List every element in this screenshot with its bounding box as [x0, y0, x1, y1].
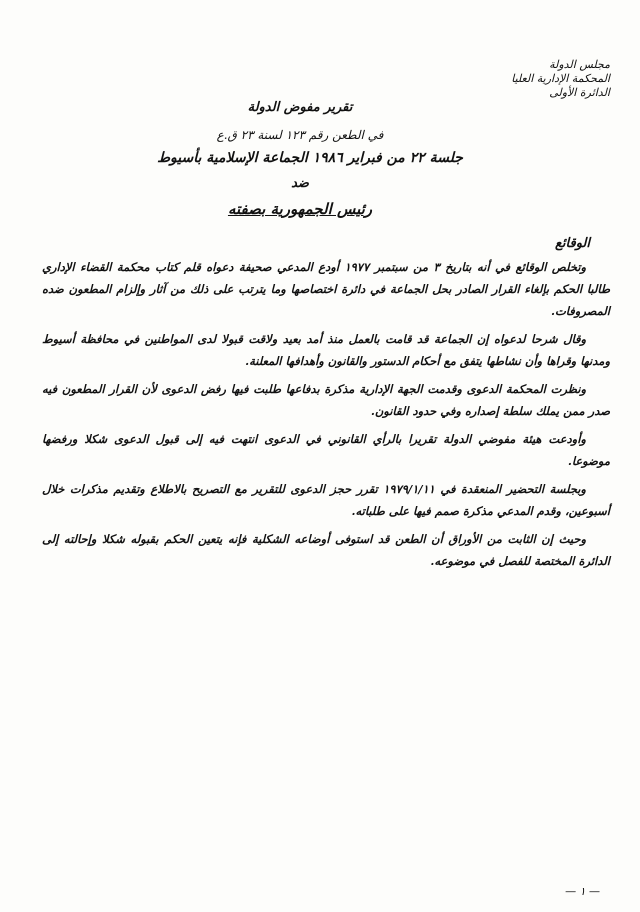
body-paragraph: ونظرت المحكمة الدعوى وقدمت الجهة الإدارية مذكرة بدفاعها طلبت فيها رفض الدعوى لأن القرار المطعون فيه صدر ممن يملك سلطة إصداره وفي حدود القانون.	[42, 382, 610, 418]
body-paragraph: وتخلص الوقائع في أنه بتاريخ ٣ من سبتمبر ١٩٧٧ أودع المدعي صحيفة دعواه قلم كتاب محكمة القضاء الإداري طالبا الحكم بإلغاء القرار الصادر بحل الجماعة في دائرة اختصاصها وما يترتب على ذلك من آثار وإلزام المطعون ضده المصروفات.	[42, 260, 610, 318]
case-reference: في الطعن رقم ١٢٣ لسنة ٢٣ ق.ع	[216, 128, 384, 142]
session-line: جلسة ٢٢ من فبراير ١٩٨٦ الجماعة الإسلامية بأسيوط	[157, 150, 463, 166]
body-paragraph: وحيث إن الثابت من الأوراق أن الطعن قد استوفى أوضاعه الشكلية فإنه يتعين الحكم بقبوله شكلا وإحالته إلى الدائرة المختصة للفصل في موضوعه.	[42, 532, 610, 568]
court-stamp	[500, 58, 610, 100]
page-footer: — ١ —	[565, 885, 600, 898]
stamp-line: المحكمة الإدارية العليا	[511, 72, 610, 85]
respondent-name: رئيس الجمهورية بصفته	[227, 200, 373, 218]
report-title: تقرير مفوض الدولة	[247, 100, 353, 115]
body-paragraph: وبجلسة التحضير المنعقدة في ١٩٧٩/١/١١ تقرر حجز الدعوى للتقرير مع التصريح بالاطلاع وتقديم مذكرات خلال أسبوعين، وقدم المدعي مذكرة صمم فيها على طلباته.	[42, 482, 610, 518]
stamp-line: الدائرة الأولى	[549, 86, 610, 99]
versus-label: ضد	[291, 176, 309, 191]
document-body	[42, 256, 610, 578]
body-paragraph: وأودعت هيئة مفوضي الدولة تقريرا بالرأي القانوني في الدعوى انتهت فيه إلى قبول الدعوى شكلا ورفضها موضوعا.	[42, 432, 610, 468]
body-paragraph: وقال شرحا لدعواه إن الجماعة قد قامت بالعمل منذ أمد بعيد ولاقت قبولا لدى المواطنين في محافظة أسيوط ومدنها وقراها وأن نشاطها يتفق مع أحكام الدستور والقانون وأهدافها المعلنة.	[42, 332, 610, 368]
facts-heading: الوقائع	[554, 236, 590, 251]
stamp-line: مجلس الدولة	[549, 58, 610, 71]
